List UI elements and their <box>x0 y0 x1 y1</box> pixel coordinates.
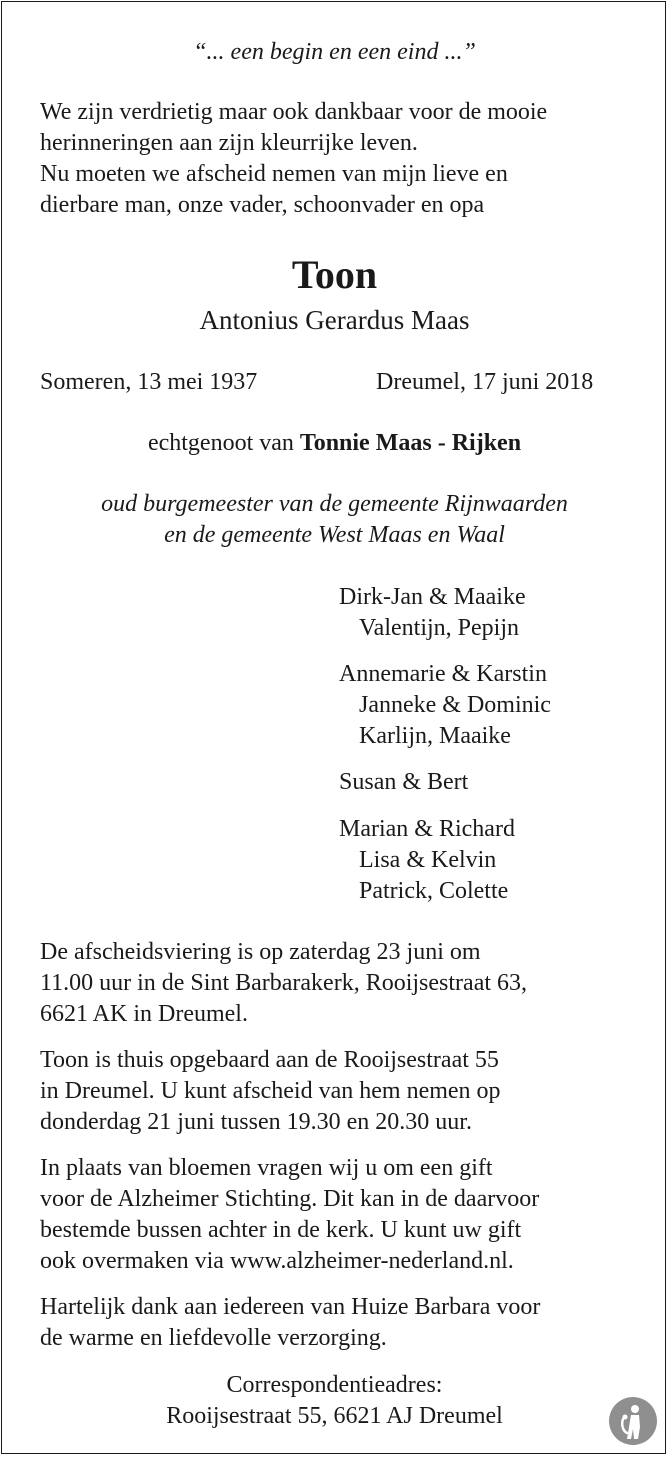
service-line-1: De afscheidsviering is op zaterdag 23 juni om <box>40 939 481 965</box>
donation-line-3: bestemde bussen achter in de kerk. U kunt uw gift <box>40 1217 522 1243</box>
family-children-2a: Janneke & Dominic <box>359 692 551 718</box>
spouse-prefix: echtgenoot van <box>147 430 294 456</box>
family-couple-3: Susan & Bert <box>339 769 469 795</box>
family-couple-2: Annemarie & Karstin <box>339 661 547 687</box>
service-line-2: 11.00 uur in de Sint Barbarakerk, Rooijsestraat 63, <box>40 970 528 996</box>
spouse-name: Tonnie Maas - Rijken <box>299 430 522 456</box>
opening-quote: “... een begin en een eind ...” <box>193 39 476 65</box>
intro-line-2: herinneringen aan zijn kleurrijke leven. <box>40 130 418 156</box>
intro-line-3: Nu moeten we afscheid nemen van mijn lieve en <box>40 161 508 187</box>
spouse-line <box>0 428 669 459</box>
correspondence-label: Correspondentieadres: <box>226 1372 443 1398</box>
thanks-line-2: de warme en liefdevolle verzorging. <box>40 1325 387 1351</box>
viewing-line-2: in Dreumel. U kunt afscheid van hem nemen op <box>40 1078 501 1104</box>
intro-line-4: dierbare man, onze vader, schoonvader en opa <box>40 192 485 218</box>
donation-line-1: In plaats van bloemen vragen wij u om een gift <box>40 1155 493 1181</box>
family-children-1a: Valentijn, Pepijn <box>359 615 519 641</box>
correspondence-address: Rooijsestraat 55, 6621 AJ Dreumel <box>166 1403 503 1429</box>
family-children-2b: Karlijn, Maaike <box>359 723 511 749</box>
family-children-4b: Patrick, Colette <box>359 878 509 904</box>
viewing-line-3: donderdag 21 juni tussen 19.30 en 20.30 uur. <box>40 1109 472 1135</box>
donation-line-4: ook overmaken via www.alzheimer-nederland.nl. <box>40 1248 514 1274</box>
donation-line-2: voor de Alzheimer Stichting. Dit kan in de daarvoor <box>40 1186 540 1212</box>
death-info: Dreumel, 17 juni 2018 <box>376 369 594 395</box>
deceased-full-name: Antonius Gerardus Maas <box>199 305 470 335</box>
viewing-line-1: Toon is thuis opgebaard aan de Rooijsestraat 55 <box>40 1047 499 1073</box>
family-children-4a: Lisa & Kelvin <box>359 847 497 873</box>
birth-info: Someren, 13 mei 1937 <box>40 369 258 395</box>
publisher-logo-icon <box>609 1397 657 1445</box>
family-couple-1: Dirk-Jan & Maaike <box>339 584 526 610</box>
caregiver-figure-icon <box>609 1397 657 1445</box>
family-couple-4: Marian & Richard <box>339 816 515 842</box>
role-line-2: en de gemeente West Maas en Waal <box>164 522 505 548</box>
service-line-3: 6621 AK in Dreumel. <box>40 1001 248 1027</box>
deceased-name: Toon <box>291 252 378 297</box>
thanks-line-1: Hartelijk dank aan iedereen van Huize Barbara voor <box>40 1294 541 1320</box>
intro-line-1: We zijn verdrietig maar ook dankbaar voor de mooie <box>40 99 548 125</box>
role-line-1: oud burgemeester van de gemeente Rijnwaarden <box>101 491 568 517</box>
